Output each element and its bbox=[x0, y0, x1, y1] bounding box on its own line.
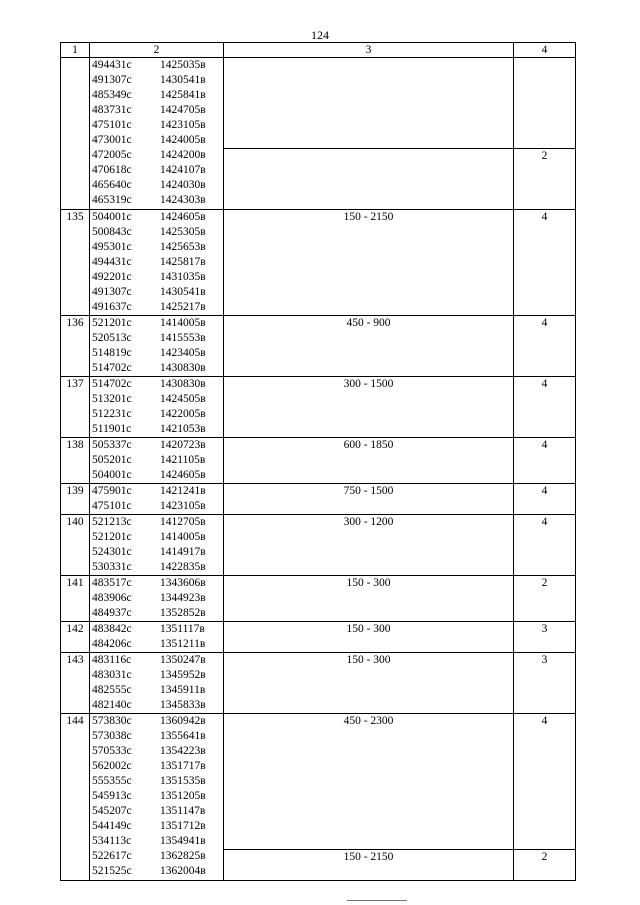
table-row bbox=[61, 58, 576, 149]
coordinate-pair bbox=[92, 58, 223, 73]
coordinate-pair bbox=[92, 864, 223, 879]
longitude: 1422835в bbox=[160, 561, 206, 573]
table-row bbox=[61, 622, 576, 653]
header-col-4: 4 bbox=[514, 43, 576, 58]
coordinate-pair bbox=[92, 422, 223, 437]
depth-range: 300 - 1200 bbox=[224, 515, 514, 576]
longitude: 1421105в bbox=[160, 454, 206, 466]
coordinate-pair bbox=[92, 576, 223, 591]
longitude: 1421053в bbox=[160, 423, 206, 435]
longitude: 1425035в bbox=[160, 59, 206, 71]
longitude: 1430541в bbox=[160, 286, 206, 298]
table-row bbox=[61, 484, 576, 515]
latitude: 570533с bbox=[92, 745, 132, 757]
longitude: 1351117в bbox=[160, 623, 205, 635]
depth-range: 600 - 1850 bbox=[224, 438, 514, 484]
latitude: 483116с bbox=[92, 654, 132, 666]
longitude: 1351712в bbox=[160, 820, 206, 832]
coordinate-pair bbox=[92, 698, 223, 713]
coordinate-pair bbox=[92, 377, 223, 392]
latitude: 491637с bbox=[92, 301, 132, 313]
latitude: 483731с bbox=[92, 104, 132, 116]
longitude: 1430830в bbox=[160, 362, 206, 374]
coordinate-pair bbox=[92, 178, 223, 193]
latitude: 492201с bbox=[92, 271, 132, 283]
longitude: 1351717в bbox=[160, 760, 206, 772]
latitude: 505201с bbox=[92, 454, 132, 466]
category-value: 4 bbox=[514, 377, 576, 438]
longitude: 1430541в bbox=[160, 74, 206, 86]
coordinate-pair bbox=[92, 530, 223, 545]
coordinate-pair bbox=[92, 714, 223, 729]
coordinate-pair bbox=[92, 468, 223, 483]
coordinate-pair bbox=[92, 789, 223, 804]
latitude: 482140с bbox=[92, 699, 132, 711]
latitude: 513201с bbox=[92, 393, 132, 405]
longitude: 1412705в bbox=[160, 516, 206, 528]
latitude: 511901с bbox=[92, 423, 132, 435]
coordinate-pair bbox=[92, 73, 223, 88]
longitude: 1345911в bbox=[160, 684, 206, 696]
coordinates-cell bbox=[90, 438, 224, 484]
depth-range: 450 - 2300 bbox=[224, 714, 514, 850]
coordinate-pair bbox=[92, 653, 223, 668]
longitude: 1350247в bbox=[160, 654, 206, 666]
latitude: 562002с bbox=[92, 760, 132, 772]
latitude: 520513с bbox=[92, 332, 132, 344]
longitude: 1424705в bbox=[160, 104, 206, 116]
coordinate-pair bbox=[92, 683, 223, 698]
latitude: 483842с bbox=[92, 623, 132, 635]
latitude: 472005с bbox=[92, 149, 132, 161]
longitude: 1351205в bbox=[160, 790, 206, 802]
table-row bbox=[61, 653, 576, 714]
coordinate-pair bbox=[92, 392, 223, 407]
latitude: 475101с bbox=[92, 119, 132, 131]
longitude: 1430830в bbox=[160, 378, 206, 390]
longitude: 1415553в bbox=[160, 332, 206, 344]
coordinate-pair bbox=[92, 270, 223, 285]
section-number bbox=[61, 58, 90, 210]
coordinate-pair bbox=[92, 255, 223, 270]
coordinate-pair bbox=[92, 133, 223, 148]
latitude: 491307с bbox=[92, 286, 132, 298]
depth-range: 150 - 2150 bbox=[224, 210, 514, 316]
header-col-1: 1 bbox=[61, 43, 90, 58]
coordinate-pair bbox=[92, 834, 223, 849]
coordinate-pair bbox=[92, 591, 223, 606]
coordinate-pair bbox=[92, 346, 223, 361]
coordinate-pair bbox=[92, 163, 223, 178]
depth-range: 450 - 900 bbox=[224, 316, 514, 377]
longitude: 1424303в bbox=[160, 194, 206, 206]
section-number: 140 bbox=[61, 515, 90, 576]
coordinate-pair bbox=[92, 240, 223, 255]
depth-range: 300 - 1500 bbox=[224, 377, 514, 438]
longitude: 1414005в bbox=[160, 531, 206, 543]
table-row bbox=[61, 576, 576, 622]
longitude: 1423405в bbox=[160, 347, 206, 359]
latitude: 495301с bbox=[92, 241, 132, 253]
longitude: 1362004в bbox=[160, 865, 206, 877]
coordinate-pair bbox=[92, 225, 223, 240]
category-value: 2 bbox=[514, 576, 576, 622]
section-number: 135 bbox=[61, 210, 90, 316]
depth-range bbox=[224, 58, 514, 149]
coordinate-pair bbox=[92, 193, 223, 208]
coordinate-pair bbox=[92, 103, 223, 118]
category-value: 4 bbox=[514, 438, 576, 484]
latitude: 522617с bbox=[92, 850, 132, 862]
header-row bbox=[61, 43, 576, 58]
longitude: 1345833в bbox=[160, 699, 206, 711]
latitude: 483031с bbox=[92, 669, 132, 681]
latitude: 500843с bbox=[92, 226, 132, 238]
section-number: 139 bbox=[61, 484, 90, 515]
longitude: 1343606в bbox=[160, 577, 206, 589]
header-col-3: 3 bbox=[224, 43, 514, 58]
longitude: 1420723в bbox=[160, 439, 206, 451]
section-number: 137 bbox=[61, 377, 90, 438]
coordinate-pair bbox=[92, 300, 223, 315]
depth-range: 150 - 300 bbox=[224, 622, 514, 653]
depth-range: 150 - 2150 bbox=[224, 850, 514, 881]
coordinate-pair bbox=[92, 453, 223, 468]
longitude: 1424107в bbox=[160, 164, 206, 176]
latitude: 521525с bbox=[92, 865, 132, 877]
latitude: 521201с bbox=[92, 531, 132, 543]
longitude: 1344923в bbox=[160, 592, 206, 604]
coordinate-pair bbox=[92, 484, 223, 499]
longitude: 1425817в bbox=[160, 256, 206, 268]
latitude: 482555с bbox=[92, 684, 132, 696]
longitude: 1424605в bbox=[160, 211, 206, 223]
category-value: 2 bbox=[514, 149, 576, 210]
table-body bbox=[61, 58, 576, 881]
coordinates-cell bbox=[90, 58, 224, 210]
coordinate-pair bbox=[92, 88, 223, 103]
latitude: 465640с bbox=[92, 179, 132, 191]
latitude: 504001с bbox=[92, 469, 132, 481]
latitude: 545913с bbox=[92, 790, 132, 802]
latitude: 504001с bbox=[92, 211, 132, 223]
latitude: 514819с bbox=[92, 347, 132, 359]
coordinate-pair bbox=[92, 118, 223, 133]
longitude: 1421241в bbox=[160, 485, 206, 497]
coordinate-pair bbox=[92, 438, 223, 453]
longitude: 1431035в bbox=[160, 271, 206, 283]
coordinate-pair bbox=[92, 361, 223, 376]
category-value: 4 bbox=[514, 484, 576, 515]
latitude: 484206с bbox=[92, 638, 132, 650]
longitude: 1351535в bbox=[160, 775, 206, 787]
latitude: 475101с bbox=[92, 500, 132, 512]
coordinate-pair bbox=[92, 849, 223, 864]
coordinates-cell bbox=[90, 576, 224, 622]
coordinate-pair bbox=[92, 285, 223, 300]
coordinate-pair bbox=[92, 622, 223, 637]
coordinate-pair bbox=[92, 316, 223, 331]
longitude: 1424030в bbox=[160, 179, 206, 191]
category-value: 3 bbox=[514, 653, 576, 714]
coordinate-pair bbox=[92, 637, 223, 652]
coordinate-pair bbox=[92, 744, 223, 759]
coordinate-pair bbox=[92, 729, 223, 744]
coordinate-pair bbox=[92, 210, 223, 225]
coordinates-cell bbox=[90, 515, 224, 576]
coordinate-pair bbox=[92, 759, 223, 774]
coordinates-table-container bbox=[60, 42, 575, 881]
coordinate-pair bbox=[92, 606, 223, 621]
longitude: 1355641в bbox=[160, 730, 206, 742]
longitude: 1425305в bbox=[160, 226, 206, 238]
latitude: 512231с bbox=[92, 408, 132, 420]
longitude: 1354941в bbox=[160, 835, 206, 847]
section-number: 138 bbox=[61, 438, 90, 484]
depth-range: 150 - 300 bbox=[224, 653, 514, 714]
longitude: 1425653в bbox=[160, 241, 206, 253]
coordinate-pair bbox=[92, 499, 223, 514]
section-number: 136 bbox=[61, 316, 90, 377]
latitude: 514702с bbox=[92, 362, 132, 374]
coordinate-pair bbox=[92, 545, 223, 560]
latitude: 573038с bbox=[92, 730, 132, 742]
page-bottom-mark bbox=[347, 900, 407, 901]
section-number: 144 bbox=[61, 714, 90, 881]
section-number: 141 bbox=[61, 576, 90, 622]
longitude: 1414917в bbox=[160, 546, 206, 558]
latitude: 494431с bbox=[92, 256, 132, 268]
latitude: 505337с bbox=[92, 439, 132, 451]
longitude: 1360942в bbox=[160, 715, 206, 727]
coordinates-cell bbox=[90, 653, 224, 714]
latitude: 573830с bbox=[92, 715, 132, 727]
latitude: 530331с bbox=[92, 561, 132, 573]
coordinate-pair bbox=[92, 819, 223, 834]
coordinates-cell bbox=[90, 316, 224, 377]
depth-range bbox=[224, 149, 514, 210]
table-row bbox=[61, 438, 576, 484]
coordinates-cell bbox=[90, 484, 224, 515]
table-row bbox=[61, 515, 576, 576]
section-number: 142 bbox=[61, 622, 90, 653]
longitude: 1424605в bbox=[160, 469, 206, 481]
category-value bbox=[514, 58, 576, 149]
coordinate-pair bbox=[92, 407, 223, 422]
longitude: 1351147в bbox=[160, 805, 206, 817]
latitude: 494431с bbox=[92, 59, 132, 71]
longitude: 1345952в bbox=[160, 669, 206, 681]
coordinate-pair bbox=[92, 804, 223, 819]
coordinate-pair bbox=[92, 148, 223, 163]
longitude: 1354223в bbox=[160, 745, 206, 757]
category-value: 3 bbox=[514, 622, 576, 653]
latitude: 491307с bbox=[92, 74, 132, 86]
page-number: 124 bbox=[311, 28, 329, 42]
section-number: 143 bbox=[61, 653, 90, 714]
category-value: 2 bbox=[514, 850, 576, 881]
latitude: 555355с bbox=[92, 775, 132, 787]
latitude: 465319с bbox=[92, 194, 132, 206]
table-row bbox=[61, 210, 576, 316]
depth-range: 150 - 300 bbox=[224, 576, 514, 622]
latitude: 524301с bbox=[92, 546, 132, 558]
category-value: 4 bbox=[514, 316, 576, 377]
coordinate-pair bbox=[92, 560, 223, 575]
latitude: 514702с bbox=[92, 378, 132, 390]
longitude: 1423105в bbox=[160, 119, 206, 131]
coordinate-pair bbox=[92, 774, 223, 789]
table-row bbox=[61, 714, 576, 850]
longitude: 1352852в bbox=[160, 607, 206, 619]
table-row bbox=[61, 316, 576, 377]
longitude: 1424505в bbox=[160, 393, 206, 405]
latitude: 473001с bbox=[92, 134, 132, 146]
longitude: 1425841в bbox=[160, 89, 206, 101]
longitude: 1425217в bbox=[160, 301, 206, 313]
coordinates-cell bbox=[90, 377, 224, 438]
longitude: 1362825в bbox=[160, 850, 206, 862]
latitude: 470618с bbox=[92, 164, 132, 176]
coordinates-table bbox=[60, 42, 576, 881]
coordinates-cell bbox=[90, 714, 224, 881]
latitude: 521201с bbox=[92, 317, 132, 329]
depth-range: 750 - 1500 bbox=[224, 484, 514, 515]
coordinate-pair bbox=[92, 668, 223, 683]
longitude: 1351211в bbox=[160, 638, 206, 650]
longitude: 1414005в bbox=[160, 317, 206, 329]
category-value: 4 bbox=[514, 714, 576, 850]
latitude: 475901с bbox=[92, 485, 132, 497]
coordinate-pair bbox=[92, 331, 223, 346]
latitude: 521213с bbox=[92, 516, 132, 528]
latitude: 544149с bbox=[92, 820, 132, 832]
latitude: 545207с bbox=[92, 805, 132, 817]
latitude: 534113с bbox=[92, 835, 132, 847]
latitude: 483906с bbox=[92, 592, 132, 604]
longitude: 1424200в bbox=[160, 149, 206, 161]
coordinates-cell bbox=[90, 622, 224, 653]
category-value: 4 bbox=[514, 210, 576, 316]
category-value: 4 bbox=[514, 515, 576, 576]
latitude: 483517с bbox=[92, 577, 132, 589]
header-col-2: 2 bbox=[90, 43, 224, 58]
longitude: 1422005в bbox=[160, 408, 206, 420]
table-row bbox=[61, 377, 576, 438]
latitude: 484937с bbox=[92, 607, 132, 619]
latitude: 485349с bbox=[92, 89, 132, 101]
longitude: 1424005в bbox=[160, 134, 206, 146]
longitude: 1423105в bbox=[160, 500, 206, 512]
coordinates-cell bbox=[90, 210, 224, 316]
coordinate-pair bbox=[92, 515, 223, 530]
